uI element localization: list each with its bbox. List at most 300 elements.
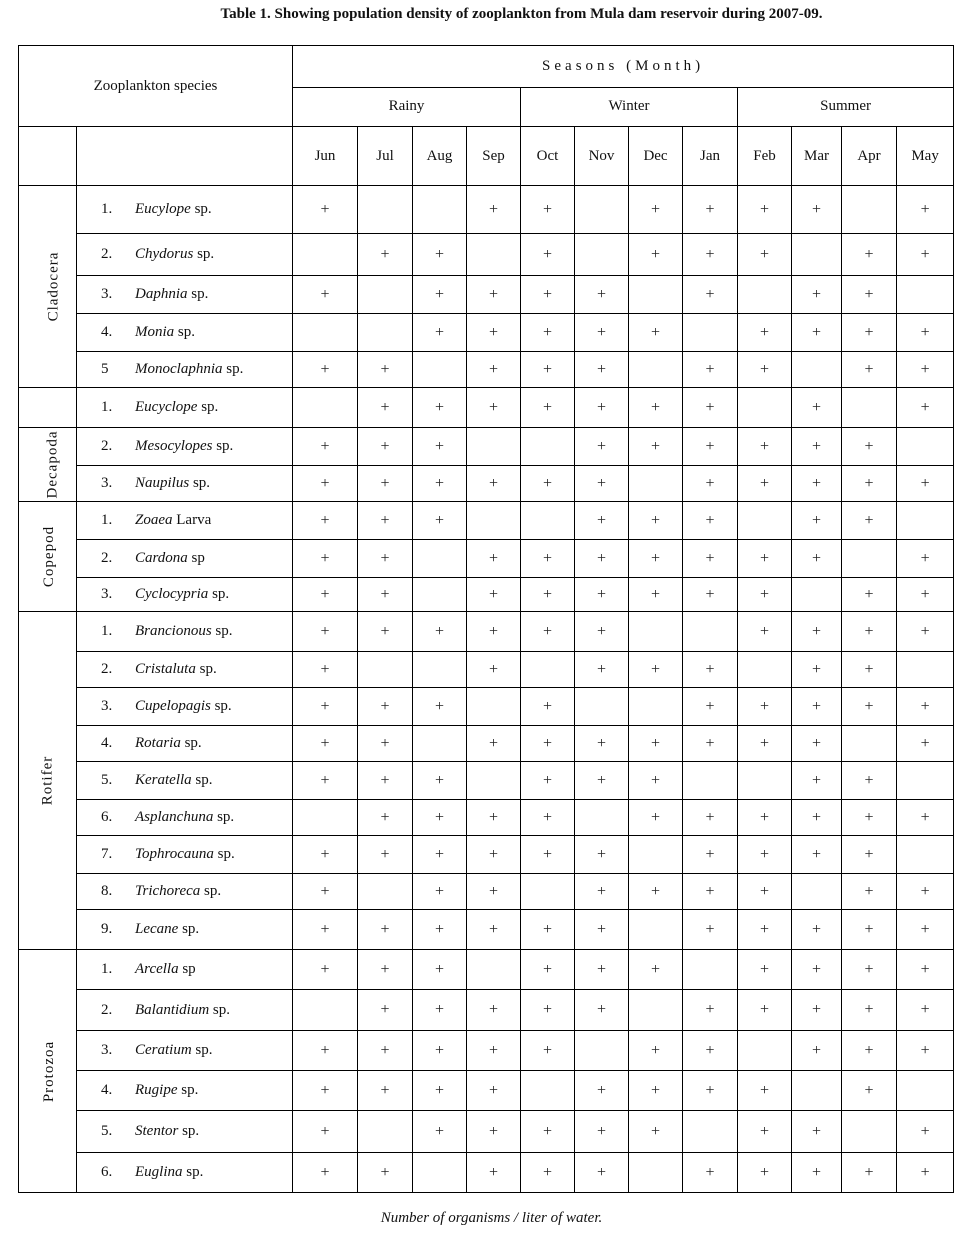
presence-marker: + bbox=[489, 882, 499, 900]
presence-cell-feb bbox=[738, 874, 792, 910]
presence-marker: + bbox=[812, 323, 822, 341]
presence-marker: + bbox=[864, 585, 874, 603]
table-row bbox=[19, 352, 954, 388]
species-genus: Naupilus bbox=[135, 475, 190, 491]
presence-marker: + bbox=[380, 1001, 390, 1018]
presence-marker: + bbox=[705, 585, 715, 603]
presence-cell-aug bbox=[413, 836, 467, 874]
presence-marker: + bbox=[705, 734, 715, 752]
presence-cell-aug bbox=[413, 1071, 467, 1111]
species-suffix: sp bbox=[187, 550, 205, 566]
presence-marker: + bbox=[812, 474, 822, 492]
presence-marker: + bbox=[760, 622, 770, 640]
presence-cell-apr bbox=[842, 186, 897, 234]
presence-cell-mar bbox=[792, 540, 842, 578]
presence-marker: + bbox=[864, 1001, 874, 1018]
presence-cell-mar bbox=[792, 186, 842, 234]
footnote: Number of organisms / liter of water. bbox=[380, 1210, 603, 1226]
presence-marker: + bbox=[651, 437, 661, 455]
species-name-cell bbox=[77, 234, 293, 276]
presence-cell-jun bbox=[293, 910, 358, 950]
presence-cell-oct bbox=[521, 874, 575, 910]
presence-cell-jun bbox=[293, 276, 358, 314]
species-name-cell bbox=[77, 950, 293, 990]
presence-cell-jun bbox=[293, 990, 358, 1031]
presence-cell-jan bbox=[683, 688, 738, 726]
species-genus: Cyclocypria bbox=[135, 586, 209, 602]
table-row bbox=[19, 612, 954, 652]
presence-marker: + bbox=[435, 920, 445, 938]
presence-marker: + bbox=[651, 1122, 661, 1140]
presence-marker: + bbox=[435, 398, 445, 416]
presence-cell-may bbox=[897, 186, 954, 234]
table-row bbox=[19, 874, 954, 910]
presence-cell-oct bbox=[521, 800, 575, 836]
presence-marker: + bbox=[864, 323, 874, 341]
presence-cell-apr bbox=[842, 612, 897, 652]
species-name-cell bbox=[77, 276, 293, 314]
species-number: 7. bbox=[101, 846, 113, 862]
species-name-cell bbox=[77, 874, 293, 910]
presence-marker: + bbox=[543, 845, 553, 863]
group-column-header bbox=[19, 127, 77, 186]
species-genus: Rotaria bbox=[135, 735, 181, 751]
presence-cell-sep bbox=[467, 276, 521, 314]
presence-cell-may bbox=[897, 578, 954, 612]
presence-marker: + bbox=[320, 697, 330, 715]
presence-marker: + bbox=[435, 882, 445, 900]
presence-cell-aug bbox=[413, 428, 467, 466]
presence-cell-oct bbox=[521, 428, 575, 466]
group-label-cell bbox=[19, 186, 77, 388]
presence-marker: + bbox=[543, 200, 553, 218]
presence-marker: + bbox=[920, 960, 930, 978]
presence-marker: + bbox=[760, 323, 770, 341]
presence-cell-jun bbox=[293, 800, 358, 836]
presence-marker: + bbox=[864, 660, 874, 678]
table-row bbox=[19, 388, 954, 428]
presence-cell-may bbox=[897, 1071, 954, 1111]
presence-cell-dec bbox=[629, 186, 683, 234]
presence-cell-nov bbox=[575, 388, 629, 428]
presence-cell-nov bbox=[575, 726, 629, 762]
presence-cell-feb bbox=[738, 502, 792, 540]
presence-cell-may bbox=[897, 652, 954, 688]
presence-cell-apr bbox=[842, 276, 897, 314]
presence-marker: + bbox=[380, 697, 390, 715]
presence-cell-jan bbox=[683, 352, 738, 388]
presence-cell-apr bbox=[842, 352, 897, 388]
presence-marker: + bbox=[380, 245, 390, 263]
table-row bbox=[19, 1153, 954, 1193]
zooplankton-table bbox=[18, 45, 954, 1193]
species-genus: Eucyclope bbox=[135, 399, 198, 415]
species-number: 2. bbox=[101, 550, 113, 566]
month-header-jan: Jan bbox=[683, 127, 738, 186]
presence-marker: + bbox=[920, 734, 930, 752]
species-suffix: sp. bbox=[200, 883, 222, 899]
species-suffix: sp. bbox=[212, 438, 234, 454]
presence-marker: + bbox=[489, 285, 499, 303]
presence-cell-jul bbox=[358, 652, 413, 688]
presence-cell-apr bbox=[842, 466, 897, 502]
presence-cell-jul bbox=[358, 234, 413, 276]
presence-marker: + bbox=[320, 549, 330, 567]
presence-cell-jul bbox=[358, 1153, 413, 1193]
presence-cell-oct bbox=[521, 1071, 575, 1111]
presence-cell-jun bbox=[293, 762, 358, 800]
presence-marker: + bbox=[320, 511, 330, 529]
presence-cell-dec bbox=[629, 910, 683, 950]
presence-cell-apr bbox=[842, 234, 897, 276]
presence-cell-jan bbox=[683, 1111, 738, 1153]
table-row bbox=[19, 502, 954, 540]
presence-marker: + bbox=[812, 398, 822, 416]
season-header-winter: Winter bbox=[521, 87, 738, 127]
presence-marker: + bbox=[597, 511, 607, 529]
table-row bbox=[19, 314, 954, 352]
presence-cell-sep bbox=[467, 428, 521, 466]
presence-marker: + bbox=[380, 1041, 390, 1059]
presence-marker: + bbox=[320, 660, 330, 678]
presence-marker: + bbox=[760, 808, 770, 826]
species-number: 2. bbox=[101, 438, 113, 454]
presence-cell-feb bbox=[738, 612, 792, 652]
presence-cell-dec bbox=[629, 502, 683, 540]
presence-marker: + bbox=[597, 882, 607, 900]
presence-cell-jul bbox=[358, 276, 413, 314]
presence-cell-jan bbox=[683, 990, 738, 1031]
presence-marker: + bbox=[380, 622, 390, 640]
presence-cell-oct bbox=[521, 388, 575, 428]
species-number: 3. bbox=[101, 1042, 113, 1058]
presence-marker: + bbox=[864, 1081, 874, 1099]
presence-cell-oct bbox=[521, 1031, 575, 1071]
presence-cell-may bbox=[897, 1153, 954, 1193]
presence-marker: + bbox=[920, 1001, 930, 1018]
presence-cell-jan bbox=[683, 726, 738, 762]
presence-marker: + bbox=[760, 585, 770, 603]
presence-cell-jan bbox=[683, 578, 738, 612]
presence-cell-nov bbox=[575, 1111, 629, 1153]
presence-marker: + bbox=[864, 245, 874, 263]
presence-marker: + bbox=[543, 549, 553, 567]
presence-cell-apr bbox=[842, 540, 897, 578]
presence-cell-nov bbox=[575, 800, 629, 836]
presence-marker: + bbox=[651, 734, 661, 752]
species-name-cell bbox=[77, 1071, 293, 1111]
presence-cell-feb bbox=[738, 388, 792, 428]
presence-marker: + bbox=[920, 920, 930, 938]
group-label: Protozoa bbox=[41, 1040, 58, 1102]
season-header-summer: Summer bbox=[738, 87, 954, 127]
presence-marker: + bbox=[705, 697, 715, 715]
table-row bbox=[19, 578, 954, 612]
presence-marker: + bbox=[705, 474, 715, 492]
species-suffix: Larva bbox=[172, 512, 212, 528]
presence-cell-jul bbox=[358, 388, 413, 428]
presence-cell-may bbox=[897, 990, 954, 1031]
presence-cell-may bbox=[897, 800, 954, 836]
presence-cell-dec bbox=[629, 1111, 683, 1153]
presence-marker: + bbox=[543, 960, 553, 978]
presence-marker: + bbox=[812, 808, 822, 826]
presence-cell-dec bbox=[629, 836, 683, 874]
presence-cell-jul bbox=[358, 762, 413, 800]
group-label-cell bbox=[19, 428, 77, 502]
presence-marker: + bbox=[760, 845, 770, 863]
species-number: 6. bbox=[101, 1164, 113, 1180]
presence-cell-feb bbox=[738, 352, 792, 388]
presence-cell-nov bbox=[575, 612, 629, 652]
presence-cell-jan bbox=[683, 234, 738, 276]
presence-marker: + bbox=[543, 398, 553, 416]
species-suffix: sp. bbox=[213, 846, 235, 862]
presence-marker: + bbox=[597, 585, 607, 603]
presence-cell-may bbox=[897, 276, 954, 314]
species-suffix: sp. bbox=[208, 586, 230, 602]
species-genus: Brancionous bbox=[135, 623, 212, 639]
presence-marker: + bbox=[812, 960, 822, 978]
presence-marker: + bbox=[864, 882, 874, 900]
presence-cell-jun bbox=[293, 950, 358, 990]
presence-cell-feb bbox=[738, 1153, 792, 1193]
presence-cell-may bbox=[897, 950, 954, 990]
presence-marker: + bbox=[597, 845, 607, 863]
species-genus: Tophrocauna bbox=[135, 846, 214, 862]
table-row bbox=[19, 186, 954, 234]
presence-marker: + bbox=[864, 697, 874, 715]
presence-marker: + bbox=[812, 200, 822, 218]
presence-marker: + bbox=[864, 511, 874, 529]
presence-cell-jan bbox=[683, 540, 738, 578]
presence-cell-aug bbox=[413, 800, 467, 836]
species-name-cell bbox=[77, 1111, 293, 1153]
presence-cell-oct bbox=[521, 1153, 575, 1193]
species-suffix: sp. bbox=[190, 201, 212, 217]
species-suffix: sp. bbox=[191, 1042, 213, 1058]
presence-cell-mar bbox=[792, 276, 842, 314]
presence-cell-jul bbox=[358, 910, 413, 950]
presence-marker: + bbox=[435, 437, 445, 455]
presence-marker: + bbox=[864, 845, 874, 863]
species-name-cell bbox=[77, 800, 293, 836]
presence-cell-mar bbox=[792, 578, 842, 612]
presence-marker: + bbox=[705, 845, 715, 863]
presence-cell-sep bbox=[467, 502, 521, 540]
presence-marker: + bbox=[320, 285, 330, 303]
presence-cell-mar bbox=[792, 612, 842, 652]
presence-marker: + bbox=[543, 697, 553, 715]
species-number: 3. bbox=[101, 286, 113, 302]
presence-cell-may bbox=[897, 234, 954, 276]
presence-cell-may bbox=[897, 762, 954, 800]
presence-cell-nov bbox=[575, 836, 629, 874]
presence-marker: + bbox=[489, 1163, 499, 1181]
presence-cell-feb bbox=[738, 762, 792, 800]
presence-marker: + bbox=[705, 285, 715, 303]
presence-cell-mar bbox=[792, 836, 842, 874]
presence-cell-dec bbox=[629, 726, 683, 762]
presence-marker: + bbox=[543, 323, 553, 341]
presence-marker: + bbox=[651, 1081, 661, 1099]
presence-cell-aug bbox=[413, 612, 467, 652]
presence-cell-mar bbox=[792, 800, 842, 836]
presence-marker: + bbox=[380, 734, 390, 752]
presence-cell-feb bbox=[738, 578, 792, 612]
table-row bbox=[19, 762, 954, 800]
presence-cell-sep bbox=[467, 314, 521, 352]
presence-marker: + bbox=[543, 622, 553, 640]
presence-cell-dec bbox=[629, 466, 683, 502]
presence-marker: + bbox=[760, 1001, 770, 1018]
presence-marker: + bbox=[380, 398, 390, 416]
species-genus: Ceratium bbox=[135, 1042, 192, 1058]
presence-cell-jun bbox=[293, 726, 358, 762]
presence-cell-jan bbox=[683, 874, 738, 910]
presence-marker: + bbox=[920, 200, 930, 218]
presence-cell-jun bbox=[293, 388, 358, 428]
presence-cell-may bbox=[897, 1031, 954, 1071]
month-header-may: May bbox=[897, 127, 954, 186]
presence-marker: + bbox=[435, 1122, 445, 1140]
presence-marker: + bbox=[651, 1041, 661, 1059]
presence-cell-jan bbox=[683, 1153, 738, 1193]
presence-cell-sep bbox=[467, 1031, 521, 1071]
presence-cell-apr bbox=[842, 428, 897, 466]
presence-marker: + bbox=[705, 549, 715, 567]
presence-cell-oct bbox=[521, 612, 575, 652]
species-suffix: sp. bbox=[209, 1001, 231, 1018]
presence-marker: + bbox=[489, 734, 499, 752]
table-row bbox=[19, 990, 954, 1031]
seasons-header: Seasons (Month) bbox=[293, 46, 954, 88]
species-genus: Daphnia bbox=[135, 286, 188, 302]
presence-cell-jan bbox=[683, 1071, 738, 1111]
presence-cell-jul bbox=[358, 466, 413, 502]
presence-cell-jun bbox=[293, 652, 358, 688]
presence-marker: + bbox=[705, 1001, 715, 1018]
presence-cell-nov bbox=[575, 1153, 629, 1193]
presence-cell-nov bbox=[575, 652, 629, 688]
presence-cell-aug bbox=[413, 276, 467, 314]
species-suffix: sp. bbox=[174, 324, 196, 340]
presence-marker: + bbox=[760, 1081, 770, 1099]
presence-cell-aug bbox=[413, 314, 467, 352]
presence-cell-apr bbox=[842, 726, 897, 762]
presence-marker: + bbox=[864, 771, 874, 789]
presence-cell-feb bbox=[738, 428, 792, 466]
presence-cell-aug bbox=[413, 1031, 467, 1071]
presence-marker: + bbox=[489, 323, 499, 341]
presence-marker: + bbox=[489, 1001, 499, 1018]
presence-cell-dec bbox=[629, 612, 683, 652]
presence-marker: + bbox=[597, 285, 607, 303]
presence-marker: + bbox=[705, 1081, 715, 1099]
presence-cell-apr bbox=[842, 950, 897, 990]
presence-cell-aug bbox=[413, 578, 467, 612]
species-suffix: sp. bbox=[182, 1164, 204, 1180]
presence-marker: + bbox=[864, 1041, 874, 1059]
species-number: 2. bbox=[101, 1001, 113, 1018]
species-name-cell bbox=[77, 726, 293, 762]
presence-marker: + bbox=[320, 920, 330, 938]
presence-cell-sep bbox=[467, 910, 521, 950]
group-label: Copepod bbox=[41, 525, 58, 588]
presence-cell-jan bbox=[683, 950, 738, 990]
presence-cell-nov bbox=[575, 466, 629, 502]
presence-cell-nov bbox=[575, 502, 629, 540]
presence-cell-aug bbox=[413, 652, 467, 688]
presence-marker: + bbox=[705, 660, 715, 678]
presence-marker: + bbox=[812, 437, 822, 455]
table-row bbox=[19, 688, 954, 726]
presence-marker: + bbox=[920, 622, 930, 640]
species-name-cell bbox=[77, 186, 293, 234]
presence-marker: + bbox=[864, 622, 874, 640]
presence-cell-apr bbox=[842, 388, 897, 428]
presence-cell-jan bbox=[683, 388, 738, 428]
presence-marker: + bbox=[543, 285, 553, 303]
presence-marker: + bbox=[597, 549, 607, 567]
presence-cell-aug bbox=[413, 762, 467, 800]
species-name-cell bbox=[77, 540, 293, 578]
presence-cell-jun bbox=[293, 186, 358, 234]
presence-cell-feb bbox=[738, 990, 792, 1031]
presence-marker: + bbox=[760, 960, 770, 978]
presence-cell-nov bbox=[575, 540, 629, 578]
table-row bbox=[19, 1111, 954, 1153]
presence-cell-sep bbox=[467, 688, 521, 726]
presence-marker: + bbox=[705, 398, 715, 416]
presence-cell-sep bbox=[467, 652, 521, 688]
presence-marker: + bbox=[812, 845, 822, 863]
species-name-cell bbox=[77, 578, 293, 612]
presence-cell-oct bbox=[521, 1111, 575, 1153]
presence-cell-aug bbox=[413, 388, 467, 428]
presence-marker: + bbox=[435, 622, 445, 640]
presence-marker: + bbox=[489, 360, 499, 378]
presence-cell-jul bbox=[358, 314, 413, 352]
presence-cell-mar bbox=[792, 1153, 842, 1193]
species-suffix: sp. bbox=[191, 772, 213, 788]
species-suffix: sp. bbox=[187, 286, 209, 302]
month-header-nov: Nov bbox=[575, 127, 629, 186]
presence-cell-jul bbox=[358, 950, 413, 990]
presence-cell-nov bbox=[575, 578, 629, 612]
presence-marker: + bbox=[651, 808, 661, 826]
presence-cell-apr bbox=[842, 1153, 897, 1193]
species-genus: Eucylope bbox=[135, 201, 191, 217]
presence-cell-may bbox=[897, 612, 954, 652]
presence-marker: + bbox=[380, 474, 390, 492]
presence-cell-nov bbox=[575, 314, 629, 352]
presence-marker: + bbox=[320, 734, 330, 752]
species-suffix: sp. bbox=[193, 246, 215, 262]
presence-marker: + bbox=[543, 360, 553, 378]
presence-cell-nov bbox=[575, 1031, 629, 1071]
presence-cell-jun bbox=[293, 578, 358, 612]
presence-marker: + bbox=[543, 474, 553, 492]
presence-marker: + bbox=[543, 1041, 553, 1059]
species-genus: Lecane bbox=[135, 921, 179, 937]
presence-cell-apr bbox=[842, 1071, 897, 1111]
presence-marker: + bbox=[489, 1041, 499, 1059]
presence-marker: + bbox=[597, 398, 607, 416]
presence-cell-oct bbox=[521, 540, 575, 578]
presence-cell-feb bbox=[738, 950, 792, 990]
presence-marker: + bbox=[651, 511, 661, 529]
